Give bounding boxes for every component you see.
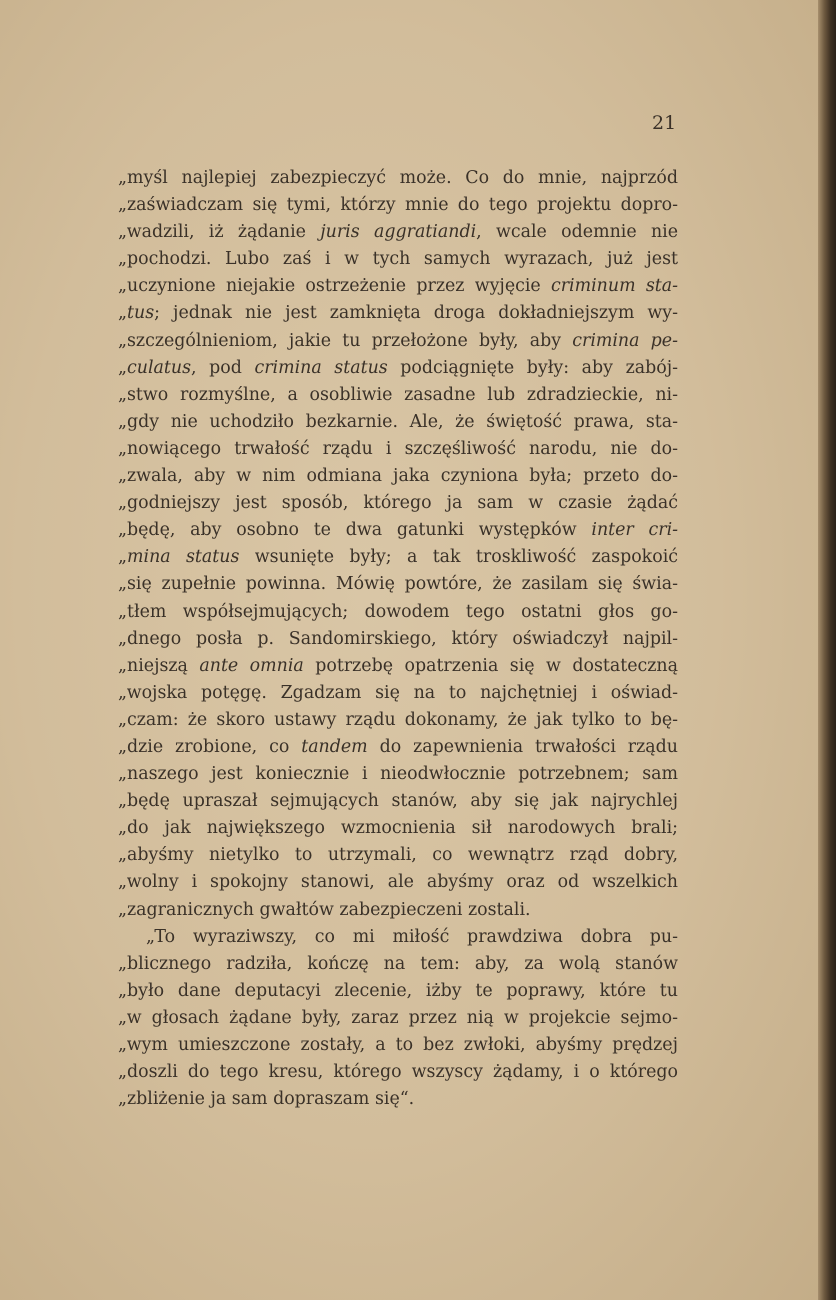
text-segment: „w głosach żądane były, zaraz przez nią w projekcie sejmo- [118,1007,678,1028]
text-segment: „nowiącego trwałość rządu i szczęśliwość narodu, nie do- [118,438,678,459]
text-segment: „To wyraziwszy, co mi miłość prawdziwa dobra pu- [146,926,678,947]
text-segment: „czam: że skoro ustawy rządu dokonamy, że jak tylko to bę- [118,709,678,730]
text-segment: „gdy nie uchodziło bezkarnie. Ale, że świętość prawa, sta- [118,411,678,432]
text-segment: „zbliżenie ja sam dopraszam się“. [118,1089,415,1110]
text-line [118,165,678,192]
text-line [118,490,678,517]
text-segment: podciągnięte były: aby zabój- [387,357,678,378]
text-line [118,978,678,1005]
text-segment: „uczynione niejakie ostrzeżenie przez wyjęcie [118,276,551,297]
text-line [118,463,678,490]
text-segment: do zapewnienia trwałości rządu [367,736,678,757]
book-spine-edge [818,0,836,1300]
text-segment: „wadzili, iż żądanie [118,222,321,243]
text-line [118,571,678,598]
page-number: 21 [652,112,677,134]
text-line [118,219,678,246]
text-segment: „doszli do tego kresu, którego wszyscy żądamy, i o którego [118,1062,678,1083]
text-segment: „szczególnieniom, jakie tu przełożone były, aby [118,330,573,351]
text-segment: „było dane deputacyi zlecenie, iżby te poprawy, które tu [118,980,678,1001]
text-line [118,680,678,707]
text-segment: „wojska potęgę. Zgadzam się na to najchętniej i oświad- [118,682,678,703]
text-line [118,273,678,300]
text-segment: „niejszą [118,655,200,676]
italic-phrase: tandem [301,736,368,757]
text-line [118,544,678,571]
text-segment: „pochodzi. Lubo zaś i w tych samych wyrazach, już jest [118,249,678,270]
text-line [118,815,678,842]
text-line [118,842,678,869]
text-segment: „będę, aby osobno te dwa gatunki występków [118,520,592,541]
text-segment: „do jak największego wzmocnienia sił narodowych brali; [118,818,678,839]
text-segment: „blicznego radziła, kończę na tem: aby, za wolą stanów [118,953,678,974]
text-segment: „tłem współsejmujących; dowodem tego ostatni głos go- [118,601,678,622]
text-line [118,328,678,355]
text-line [118,761,678,788]
text-line [118,382,678,409]
text-segment: „godniejszy jest sposób, którego ja sam w czasie żądać [118,493,678,514]
text-segment: „się zupełnie powinna. Mówię powtóre, że zasilam się świa- [118,574,678,595]
text-segment: „zaświadczam się tymi, którzy mnie do tego projektu dopro- [118,195,678,216]
text-line [118,355,678,382]
text-line [118,734,678,761]
text-segment: „zwala, aby w nim odmiana jaka czyniona była; przeto do- [118,466,678,487]
text-segment: ; jednak nie jest zamknięta droga dokładniejszym wy- [154,303,678,324]
text-segment: „wolny i spokojny stanowi, ale abyśmy oraz od wszelkich [118,872,678,893]
italic-phrase: criminum sta- [551,276,678,297]
text-segment: „będę upraszał sejmujących stanów, aby się jak najrychlej [118,791,678,812]
text-line [118,924,678,951]
text-line [118,1059,678,1086]
text-line [118,1086,678,1113]
text-segment: „dnego posła p. Sandomirskiego, który oświadczył najpil- [118,628,678,649]
italic-phrase: mina status [127,547,240,568]
text-segment: „ [118,547,128,568]
text-segment: , pod [191,357,255,378]
text-line [118,788,678,815]
text-line [118,1005,678,1032]
italic-phrase: tus [127,303,155,324]
text-segment: „stwo rozmyślne, a osobliwie zasadne lub zdradzieckie, ni- [118,384,678,405]
text-line [118,707,678,734]
italic-phrase: juris aggratiandi [320,222,477,243]
text-line [118,626,678,653]
italic-phrase: inter cri- [591,520,679,541]
text-line [118,599,678,626]
text-line [118,653,678,680]
text-line [118,1032,678,1059]
text-line [118,192,678,219]
text-segment: „wym umieszczone zostały, a to bez zwłoki, abyśmy prędzej [118,1035,678,1055]
text-segment: „ [118,303,128,324]
text-segment: „myśl najlepiej zabezpieczyć może. Co do mnie, najprzód [118,168,678,188]
text-line [118,300,678,327]
text-line [118,951,678,978]
text-segment: „zagranicznych gwałtów zabezpieczeni zostali. [118,899,531,920]
text-segment: „abyśmy nietylko to utrzymali, co wewnątrz rząd dobry, [118,845,678,866]
italic-phrase: crimina pe- [572,330,678,351]
text-line [118,436,678,463]
text-line [118,246,678,273]
text-line [118,869,678,896]
text-segment: „dzie zrobione, co [118,736,302,757]
text-segment: , wcale odemnie nie [476,222,679,243]
text-segment: potrzebę opatrzenia się w dostateczną [303,655,679,676]
text-line [118,897,678,924]
text-segment: „naszego jest koniecznie i nieodwłocznie potrzebnem; sam [118,764,678,785]
text-line [118,517,678,544]
text-line [118,409,678,436]
body-text [118,165,678,1113]
text-segment: wsunięte były; a tak troskliwość zaspokoić [239,547,678,568]
italic-phrase: crimina status [254,357,388,378]
text-segment: „ [118,357,128,378]
italic-phrase: ante omnia [199,655,304,676]
italic-phrase: culatus [127,357,191,378]
